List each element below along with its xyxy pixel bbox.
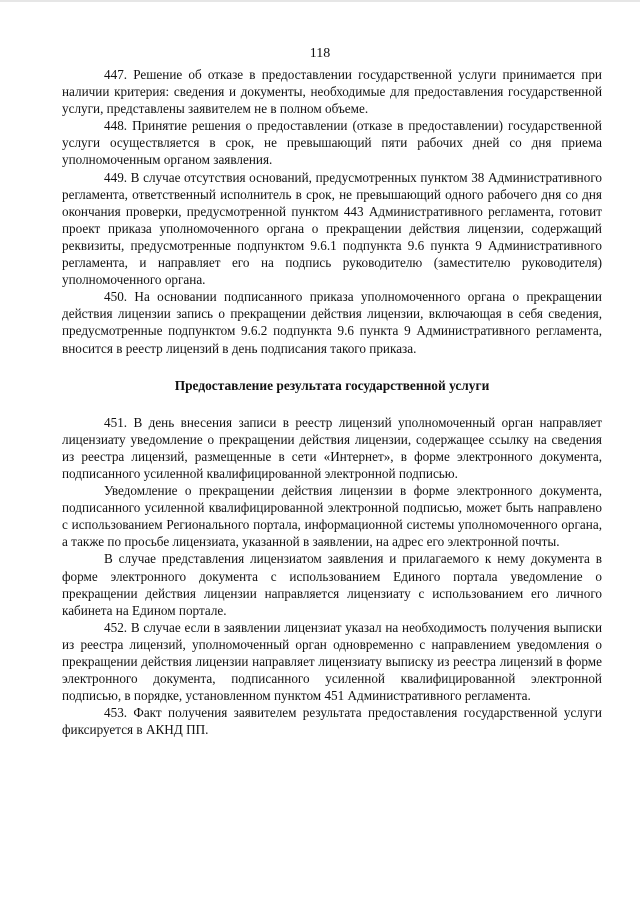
scan-edge xyxy=(0,0,640,2)
paragraph-451: 451. В день внесения записи в реестр лицензий уполномоченный орган направляет лицензиату уведомление о прекращении действия лицензии, содержащее ссылку на сведения из реестра лицензий, размещенные в сети «Интернет», в форме электронного документа, подписанного усиленной квалифицированной электронной подписью. xyxy=(62,414,602,481)
paragraph-451-notification: Уведомление о прекращении действия лицензии в форме электронного документа, подписанного усиленной квалифицированной электронной подписью, может быть направлено с использованием Регионального портала, информационной системы уполномоченного органа, а также по просьбе лицензиата, указанной в заявлении, на адрес его электронной почты. xyxy=(62,483,602,550)
paragraph-448: 448. Принятие решения о предоставлении (отказе в предоставлении) государственной услуги осуществляется в срок, не превышающий пяти рабочих дней со дня приема уполномоченным органом заявления. xyxy=(62,118,602,168)
document-body xyxy=(62,66,602,738)
paragraph-452: 452. В случае если в заявлении лицензиат указал на необходимость получения выписки из реестра лицензий, уполномоченный орган одновременно с направлением уведомления о прекращении действия лицензии направляет лицензиату выписку из реестра лицензий в форме электронного документа, подписанного усиленной квалифицированной электронной подписью, в порядке, установленном пунктом 451 Административного регламента. xyxy=(62,619,602,704)
paragraph-450: 450. На основании подписанного приказа уполномоченного органа о прекращении действия лицензии запись о прекращении действия лицензии, включающая в себя сведения, предусмотренные подпунктом 9.6.2 подпункта 9.6 пункта 9 Административного регламента, вносится в реестр лицензий в день подписания такого приказа. xyxy=(62,289,602,356)
page-number: 118 xyxy=(309,46,331,61)
paragraph-451-single-portal: В случае представления лицензиатом заявления и прилагаемого к нему документа в форме электронного документа с использованием Единого портала уведомление о прекращении действия лицензии направляется лицензиату с использованием его личного кабинета на Едином портале. xyxy=(62,551,602,618)
paragraph-453: 453. Факт получения заявителем результата предоставления государственной услуги фиксируется в АКНД ПП. xyxy=(62,705,602,738)
paragraph-447: 447. Решение об отказе в предоставлении государственной услуги принимается при наличии критерия: сведения и документы, необходимые для предоставления государственной услуги, представлены заявителем не в полном объеме. xyxy=(62,67,602,117)
paragraph-449: 449. В случае отсутствия оснований, предусмотренных пунктом 38 Административного регламента, ответственный исполнитель в срок, не превышающий одного рабочего дня со дня окончания проверки, предусмотренной пунктом 443 Административного регламента, готовит проект приказа уполномоченного органа о прекращении действия лицензии, содержащий реквизиты, предусмотренные подпунктом 9.6.1 подпункта 9.6 пункта 9 Административного регламента, и направляет его на подпись руководителю (заместителю руководителя) уполномоченного органа. xyxy=(62,169,602,288)
section-heading: Предоставление результата государственной услуги xyxy=(174,377,490,393)
